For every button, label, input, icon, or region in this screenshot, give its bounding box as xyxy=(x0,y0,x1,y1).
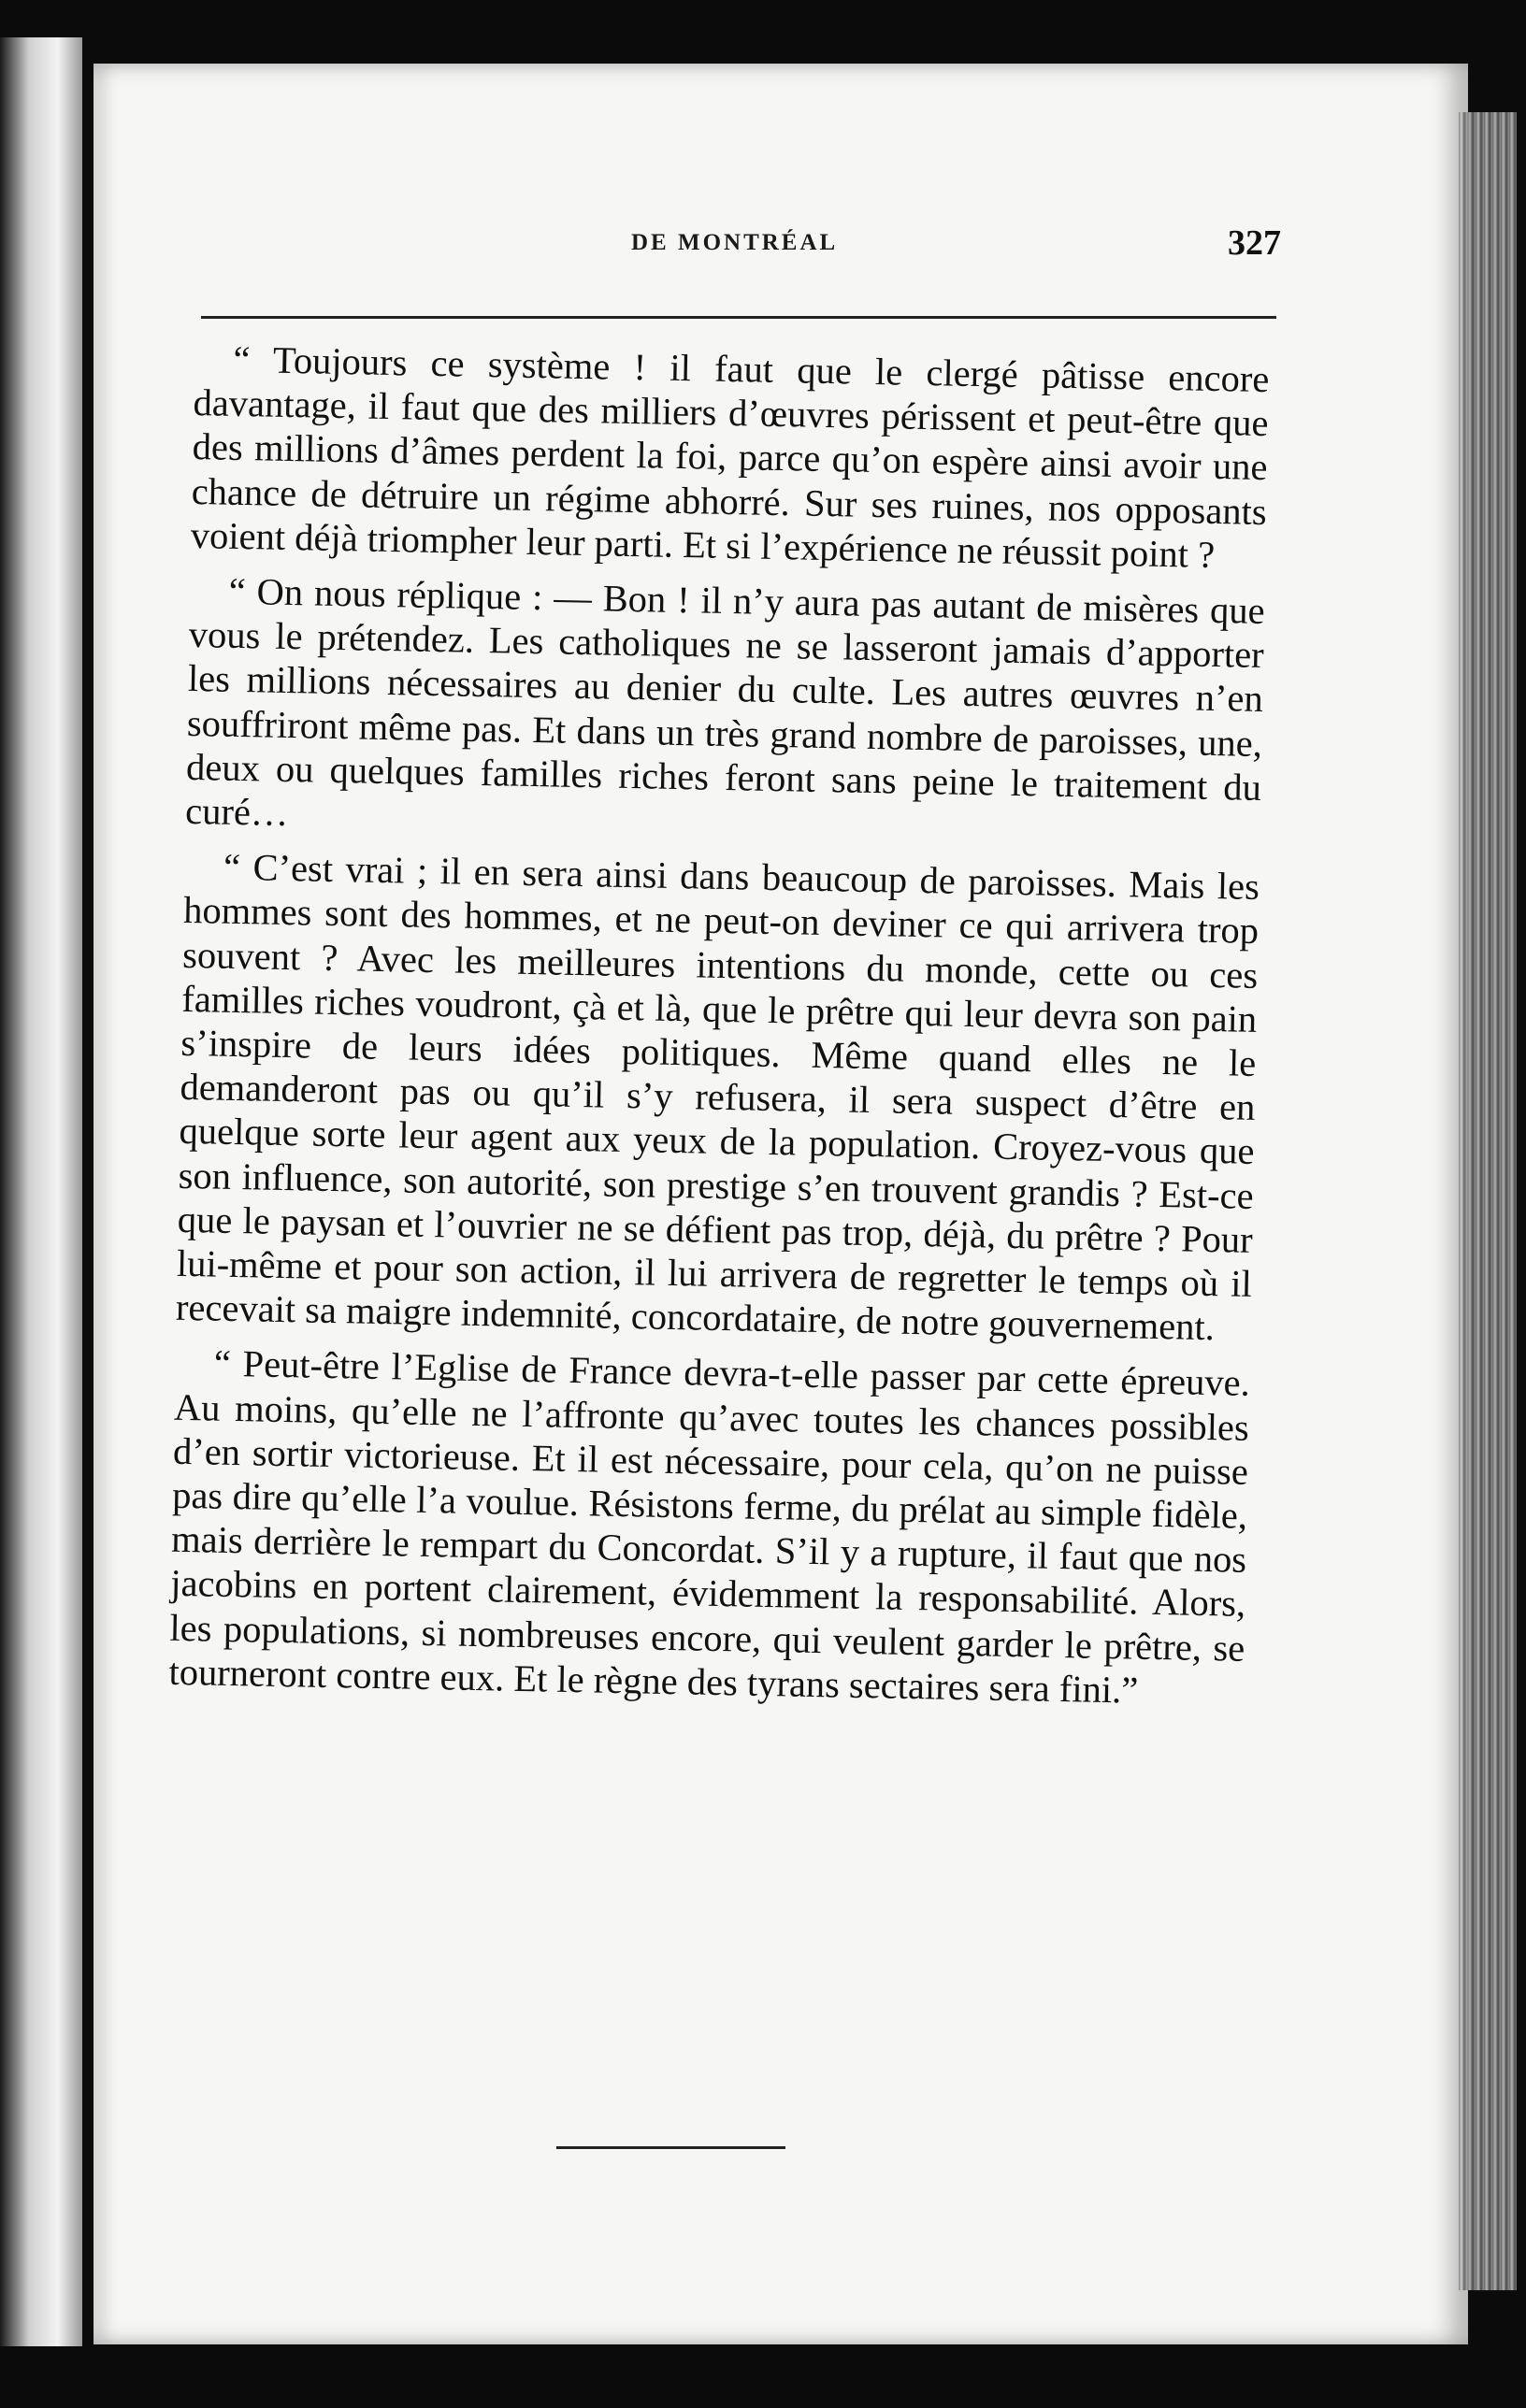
paragraph: “ Toujours ce système ! il faut que le clergé pâtisse encore davantage, il faut que des milliers d’œuvres périssent et peut-être que des millions d’âmes perdent la foi, parce qu’on espère ainsi avoir une chance de détruire un régime abhorré. Sur ses ruines, nos opposants voient déjà triompher leur parti. Et si l’expérience ne réussit point ? xyxy=(190,337,1270,576)
page-header xyxy=(201,221,1281,280)
facing-page-edge xyxy=(0,37,82,2346)
page-block-edges xyxy=(1459,112,1517,2290)
header-rule xyxy=(201,316,1276,319)
paragraph: “ C’est vrai ; il en sera ainsi dans beaucoup de paroisses. Mais les hommes sont des hommes, et ne peut-on deviner ce qui arrivera trop souvent ? Avec les meilleures intentions du monde, cette ou ces familles riches voudront, çà et là, que le prêtre qui leur devra son pain s’inspire de leurs idées politiques. Même quand elles ne le demanderont pas ou qu’il s’y refusera, il sera suspect d’être en quelque sorte leur agent aux yeux de la population. Croyez-vous que son influence, son autorité, son prestige s’en trouvent grandis ? Est-ce que le paysan et l’ouvrier ne se défient pas trop, déjà, du prêtre ? Pour lui-même et pour son action, il lui arrivera de regretter le temps où il recevait sa maigre indemnité, concordataire, de notre gouvernement. xyxy=(175,845,1260,1349)
running-title: DE MONTRÉAL xyxy=(631,230,839,255)
body-text xyxy=(168,337,1270,1726)
paragraph: “ On nous réplique : — Bon ! il n’y aura pas autant de misères que vous le prétendez. Les catholiques ne se lasseront jamais d’apporter les millions nécessaires au denier du culte. Les autres œuvres n’en souffriront même pas. Et dans un très grand nombre de paroisses, une, deux ou quelques familles riches feront sans peine le traitement du curé… xyxy=(184,569,1266,835)
paragraph: “ Peut-être l’Eglise de France devra-t-elle passer par cette épreuve. Au moins, qu’elle ne l’affronte qu’avec toutes les chances possibles d’en sortir victorieuse. Et il est nécessaire, pour cela, qu’on ne puisse pas dire qu’elle l’a voulue. Résistons ferme, du prélat au simple fidèle, mais derrière le rempart du Concordat. S’il y a rupture, il faut que nos jacobins en portent clairement, évidemment la responsabilité. Alors, les populations, si nombreuses encore, qui veulent garder le prêtre, se tourneront contre eux. Et le règne des tyrans sectaires sera fini.” xyxy=(168,1342,1251,1712)
end-rule xyxy=(556,2146,785,2149)
page-number: 327 xyxy=(1228,223,1281,263)
